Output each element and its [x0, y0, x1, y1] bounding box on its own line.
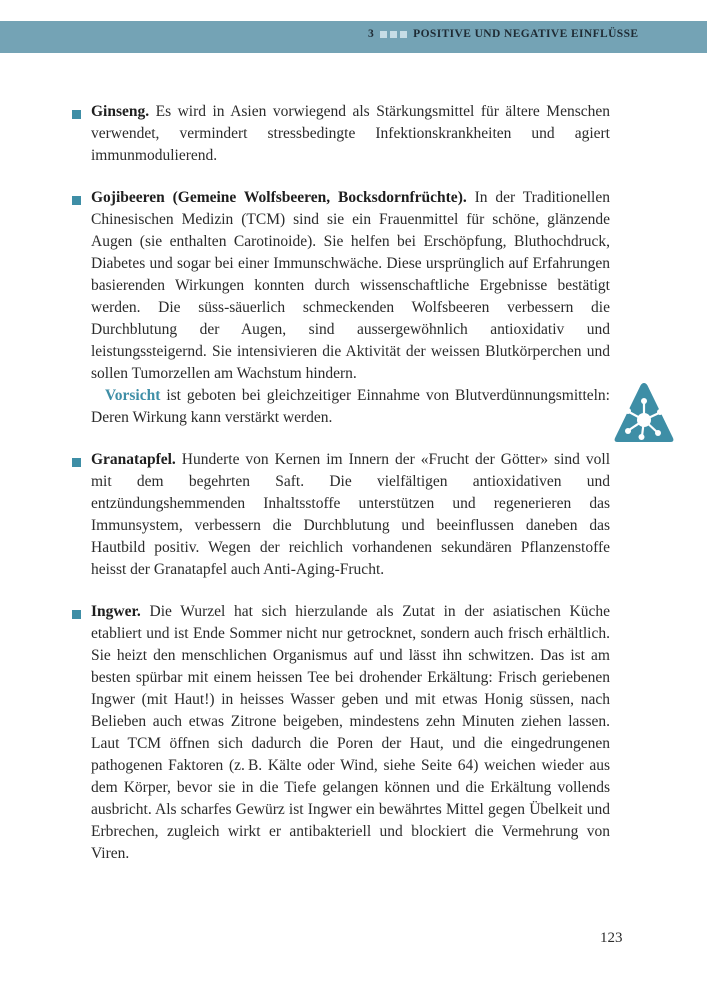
running-header-text	[368, 28, 638, 40]
entry-ginseng	[91, 101, 610, 167]
entry-term: Granatapfel.	[91, 451, 176, 468]
square-bullet-icon	[72, 196, 81, 205]
entry-text	[91, 601, 610, 865]
chapter-number: 3	[368, 28, 375, 40]
entry-body: In der Traditionellen Chinesischen Medizin (TCM) sind sie ein Frauenmittel für schöne, glänzende Augen (sie enthalten Carotinoide). Sie helfen bei Erschöpfung, Bluthochdruck, Diabetes und sogar bei einer Immunschwäche. Diese ursprünglich auf Erfahrungen basierenden Wirkungen konnten durch wissenschaftliche Ergebnisse bestätigt werden. Die süss-säuerlich schmeckenden Wolfsbeeren verbessern die Durchblutung der Augen, sind aussergewöhnlich antioxidativ und leistungssteigernd. Sie intensivieren die Aktivität der weissen Blutkörperchen und sollen Tumorzellen am Wachstum hindern.	[91, 189, 610, 382]
header-square-icon	[380, 31, 387, 38]
square-bullet-icon	[72, 110, 81, 119]
entry-text	[91, 187, 610, 429]
caution-note	[91, 385, 610, 429]
entry-body: Die Wurzel hat sich hierzulande als Zutat in der asiatischen Küche etabliert und ist Ende Sommer nicht nur getrocknet, sondern auch frisch erhältlich. Sie heizt den menschlichen Organismus auf und lässt ihn schwitzen. Das ist am besten spürbar mit einem heissen Tee bei drohender Erkältung: Frisch geriebenen Ingwer (mit Haut!) in heisses Wasser geben und mit etwas Honig süssen, nach Belieben auch etwas Zitrone beigeben, mindestens zehn Minuten ziehen lassen. Laut TCM öffnen sich dadurch die Poren der Haut, und die eingedrungenen pathogenen Faktoren (z. B. Kälte oder Wind, siehe Seite 64) weichen wieder aus dem Körper, bevor sie in die Tiefe gelangen können und die Erkältung vollends ausbricht. Als scharfes Gewürz ist Ingwer ein bewährtes Mittel gegen Übelkeit und Erbrechen, zugleich wirkt er antibakteriell und blockiert die Vermehrung von Viren.	[91, 603, 610, 862]
main-content	[91, 101, 610, 885]
entry-term: Ingwer.	[91, 603, 141, 620]
entry-term: Ginseng.	[91, 103, 150, 120]
square-bullet-icon	[72, 458, 81, 467]
running-header	[0, 21, 707, 53]
warning-triangle-virus-icon	[612, 380, 676, 446]
chapter-title: POSITIVE UND NEGATIVE EINFLÜSSE	[413, 28, 639, 40]
entry-body: Es wird in Asien vorwiegend als Stärkungsmittel für ältere Menschen verwendet, vermindert stressbedingte Infektionskrankheiten und agiert immunmodulierend.	[91, 103, 610, 164]
entry-text	[91, 101, 610, 167]
caution-text: ist geboten bei gleichzeitiger Einnahme von Blutverdünnungsmitteln: Deren Wirkung kann verstärkt werden.	[91, 387, 610, 426]
caution-keyword: Vorsicht	[105, 387, 161, 404]
entry-body: Hunderte von Kernen im Innern der «Frucht der Götter» sind voll mit dem begehrten Saft. Die vielfältigen antioxidativen und entzündungshemmenden Inhaltsstoffe unterstützen und regenerieren das Immunsystem, verbessern die Durchblutung und beeinflussen daneben das Hautbild positiv. Wegen der reichlich vorhandenen sekundären Pflanzenstoffe heisst der Granatapfel auch Anti-Aging-Frucht.	[91, 451, 610, 578]
entry-ingwer	[91, 601, 610, 865]
entry-gojibeeren	[91, 187, 610, 429]
header-square-icon	[400, 31, 407, 38]
header-square-icon	[390, 31, 397, 38]
entry-text	[91, 449, 610, 581]
entry-granatapfel	[91, 449, 610, 581]
page-number: 123	[600, 930, 623, 946]
entry-term: Gojibeeren (Gemeine Wolfsbeeren, Bocksdornfrüchte).	[91, 189, 467, 206]
square-bullet-icon	[72, 610, 81, 619]
